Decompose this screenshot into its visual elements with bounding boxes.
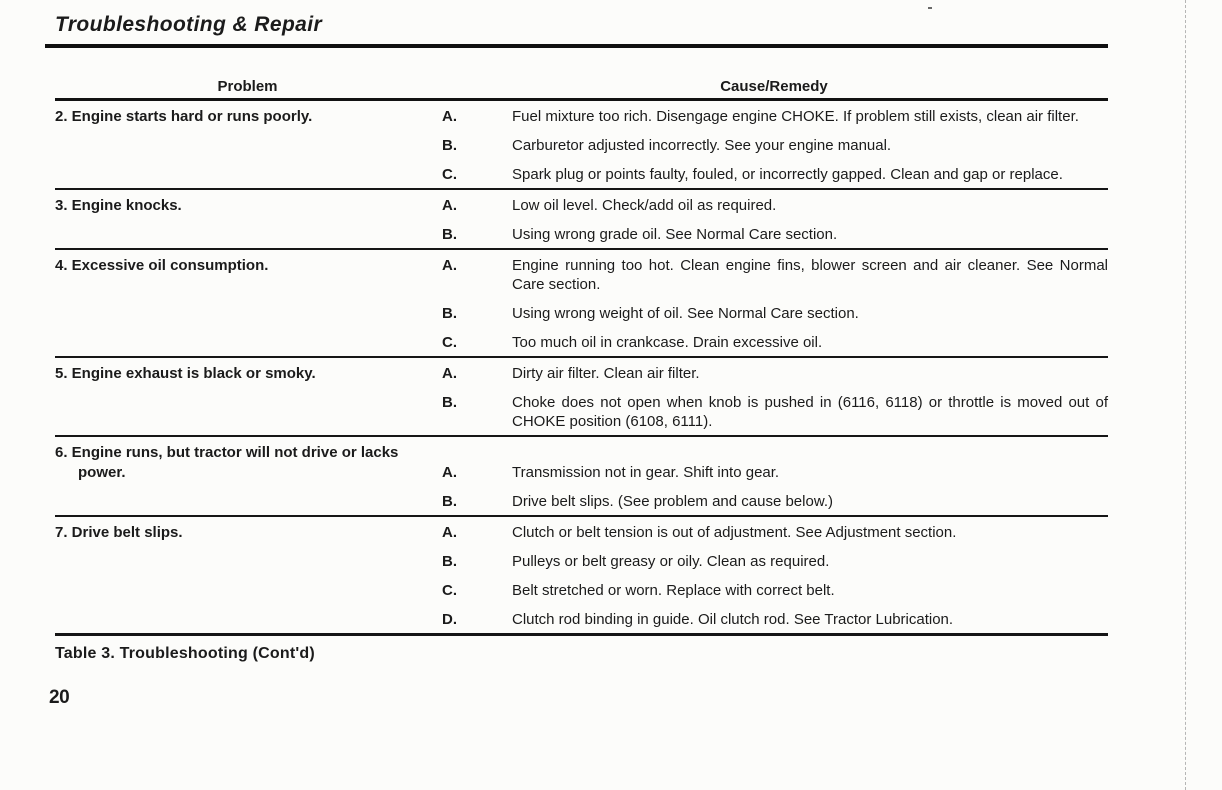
cause-item bbox=[440, 610, 1108, 629]
cause-text: Fuel mixture too rich. Disengage engine CHOKE. If problem still exists, clean air filter. bbox=[512, 108, 1079, 125]
cause-item bbox=[440, 304, 1108, 323]
cause-item bbox=[440, 256, 1108, 294]
cause-item bbox=[440, 492, 1108, 511]
cause-item bbox=[440, 107, 1108, 126]
page-title: Troubleshooting & Repair bbox=[55, 13, 323, 36]
cause-item bbox=[440, 196, 1108, 215]
cause-letter: C. bbox=[442, 334, 457, 351]
cause-item bbox=[440, 463, 1108, 482]
table-row bbox=[55, 101, 1108, 190]
causes-list bbox=[440, 364, 1108, 431]
cause-item bbox=[440, 333, 1108, 352]
cause-letter: A. bbox=[442, 257, 457, 274]
cause-item bbox=[440, 552, 1108, 571]
table-row bbox=[55, 437, 1108, 517]
cause-text: Carburetor adjusted incorrectly. See your engine manual. bbox=[512, 137, 892, 154]
cause-letter: C. bbox=[442, 166, 457, 183]
cause-item bbox=[440, 364, 1108, 383]
page-number: 20 bbox=[49, 687, 70, 708]
cause-text: Clutch or belt tension is out of adjustment. See Adjustment section. bbox=[512, 524, 957, 541]
cause-text: Drive belt slips. (See problem and cause below.) bbox=[512, 493, 833, 510]
cause-letter: D. bbox=[442, 611, 457, 628]
cause-text: Transmission not in gear. Shift into gear. bbox=[512, 464, 780, 481]
cause-item bbox=[440, 581, 1108, 600]
cause-letter: A. bbox=[442, 524, 457, 541]
table-row bbox=[55, 250, 1108, 358]
cause-text: Too much oil in crankcase. Drain excessive oil. bbox=[512, 334, 823, 351]
cause-item bbox=[440, 165, 1108, 184]
header-rule bbox=[45, 44, 1108, 48]
table-header-row bbox=[55, 78, 1108, 101]
cause-letter: A. bbox=[442, 197, 457, 214]
column-header-problem: Problem bbox=[217, 78, 278, 95]
problem-cell: 2. Engine starts hard or runs poorly. bbox=[55, 108, 313, 125]
column-header-cause-remedy: Cause/Remedy bbox=[720, 78, 828, 95]
cause-text: Using wrong weight of oil. See Normal Care section. bbox=[512, 305, 859, 322]
cause-letter: B. bbox=[442, 394, 457, 411]
cause-text: Dirty air filter. Clean air filter. bbox=[512, 365, 700, 382]
cause-letter: C. bbox=[442, 582, 457, 599]
cause-letter: A. bbox=[442, 464, 457, 481]
cause-text: Belt stretched or worn. Replace with correct belt. bbox=[512, 582, 835, 599]
problem-cell: 7. Drive belt slips. bbox=[55, 524, 183, 541]
table-row bbox=[55, 517, 1108, 636]
table-caption: Table 3. Troubleshooting (Cont'd) bbox=[55, 645, 315, 662]
cause-text: Engine running too hot. Clean engine fins, blower screen and air cleaner. See Normal Care section. bbox=[512, 257, 1108, 293]
cause-item bbox=[440, 225, 1108, 244]
scan-edge-line bbox=[1185, 0, 1186, 790]
scan-speck bbox=[928, 7, 932, 9]
cause-text: Low oil level. Check/add oil as required. bbox=[512, 197, 777, 214]
cause-item bbox=[440, 136, 1108, 155]
problem-cell: 5. Engine exhaust is black or smoky. bbox=[55, 365, 316, 382]
table-row bbox=[55, 358, 1108, 437]
table-row bbox=[55, 190, 1108, 250]
cause-letter: B. bbox=[442, 553, 457, 570]
cause-letter: B. bbox=[442, 137, 457, 154]
problem-cell: 6. Engine runs, but tractor will not drive or lacks power. bbox=[55, 444, 399, 481]
cause-text: Clutch rod binding in guide. Oil clutch rod. See Tractor Lubrication. bbox=[512, 611, 954, 628]
cause-item bbox=[440, 523, 1108, 542]
cause-text: Spark plug or points faulty, fouled, or incorrectly gapped. Clean and gap or replace. bbox=[512, 166, 1063, 183]
cause-letter: B. bbox=[442, 226, 457, 243]
causes-list bbox=[440, 463, 1108, 511]
problem-cell: 4. Excessive oil consumption. bbox=[55, 257, 269, 274]
cause-text: Choke does not open when knob is pushed in (6116, 6118) or throttle is moved out of CHOKE position (6108, 6111). bbox=[512, 394, 1108, 430]
causes-list bbox=[440, 196, 1108, 244]
cause-item bbox=[440, 393, 1108, 431]
causes-list bbox=[440, 256, 1108, 352]
causes-list bbox=[440, 107, 1108, 184]
problem-cell: 3. Engine knocks. bbox=[55, 197, 182, 214]
cause-letter: A. bbox=[442, 108, 457, 125]
causes-list bbox=[440, 523, 1108, 629]
cause-text: Pulleys or belt greasy or oily. Clean as required. bbox=[512, 553, 830, 570]
cause-letter: B. bbox=[442, 493, 457, 510]
cause-letter: A. bbox=[442, 365, 457, 382]
cause-text: Using wrong grade oil. See Normal Care section. bbox=[512, 226, 838, 243]
cause-letter: B. bbox=[442, 305, 457, 322]
